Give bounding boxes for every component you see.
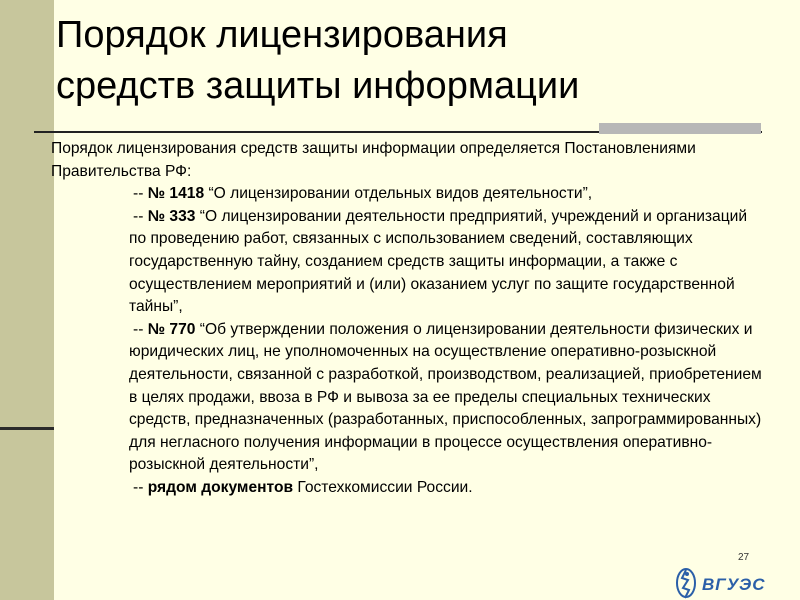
- item-dash: --: [133, 320, 148, 338]
- university-logo: [672, 566, 800, 600]
- list-item: [51, 477, 763, 500]
- logo-figure-icon: [677, 569, 695, 598]
- item-dash: --: [133, 478, 148, 496]
- item-number: № 770: [147, 320, 196, 338]
- item-text: “О лицензировании деятельности предприятий, учреждений и организаций по проведению работ, связанных с использованием сведений, составляющих государственную тайну, созданием средств защиты информации, а также с осуществлением мероприятий и (или) оказанием услуг по защите государственной тайны”,: [129, 207, 748, 316]
- list-item: [51, 206, 763, 319]
- item-dash: --: [133, 185, 148, 203]
- left-decorative-band: [0, 0, 54, 600]
- item-text: Гостехкомиссии России.: [293, 478, 473, 496]
- page-number: 27: [738, 552, 750, 563]
- item-number: рядом документов: [147, 478, 294, 496]
- item-dash: --: [133, 207, 148, 225]
- item-number: № 1418: [147, 185, 205, 203]
- list-item: [51, 319, 763, 477]
- item-text: “О лицензировании отдельных видов деятельности”,: [204, 185, 593, 203]
- intro-paragraph: Порядок лицензирования средств защиты информации определяется Постановлениями Правительства РФ:: [51, 140, 696, 180]
- item-text: “Об утверждении положения о лицензировании деятельности физических и юридических лиц, не уполномоченных на осуществление оперативно-розыскной деятельности, связанной с разработкой, производством, реализацией, приобретением в целях продажи, ввоза в РФ и вывоза за ее пределы специальных технических средств, предназначенных (разработанных, приспособленных, запрограммированных) для негласного получения информации в процессе осуществления оперативно-розыскной деятельности”,: [129, 320, 762, 474]
- title-accent-bar: [599, 123, 761, 134]
- slide-title: [56, 10, 756, 112]
- left-band-divider: [0, 427, 54, 430]
- slide-title-line-2: средств защиты информации: [56, 65, 580, 107]
- list-item: [51, 183, 763, 206]
- slide-title-line-1: Порядок лицензирования: [56, 14, 508, 56]
- logo-text: ВГУЭС: [702, 575, 766, 594]
- slide-body: [51, 138, 763, 500]
- item-number: № 333: [147, 207, 196, 225]
